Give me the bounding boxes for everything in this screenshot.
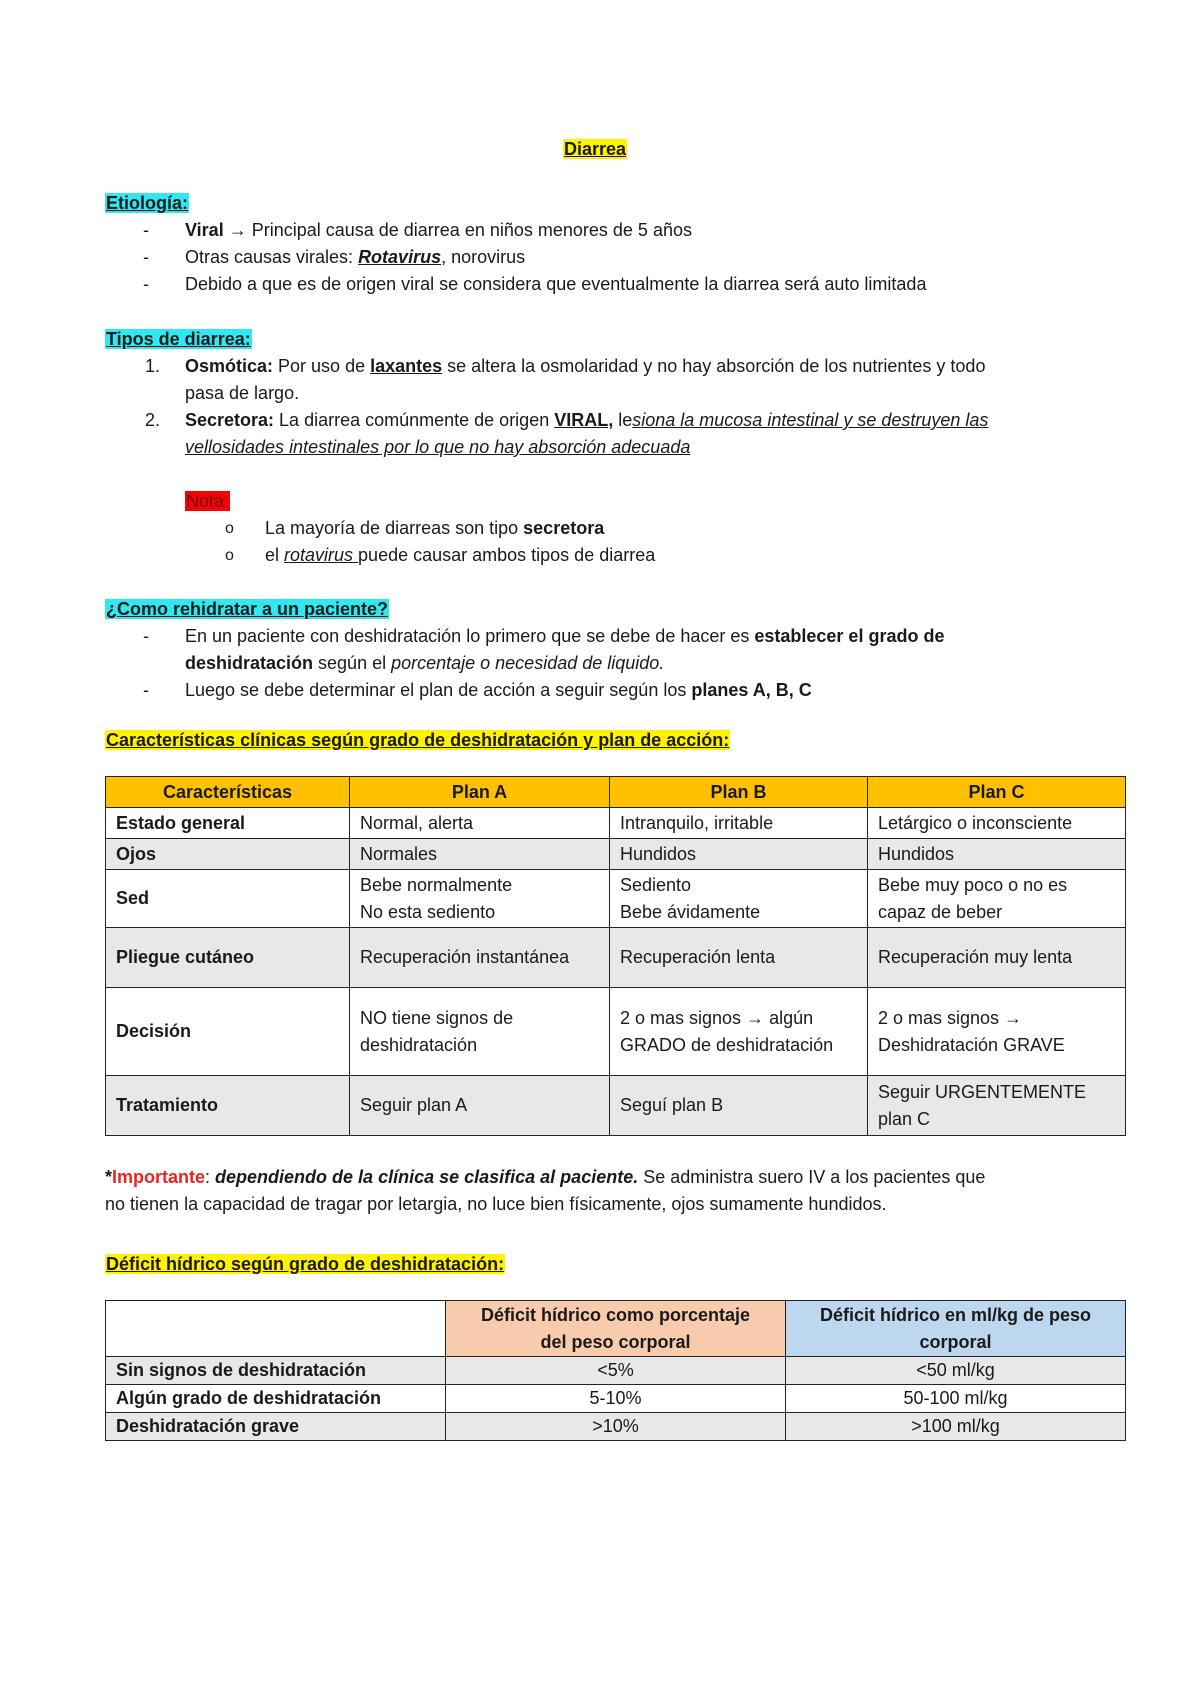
cell-line: Sediento <box>620 874 692 895</box>
table-cell: Normal, alerta <box>350 808 610 839</box>
table-cell: Recuperación instantánea <box>350 928 610 988</box>
list-item <box>105 677 1125 704</box>
header-line: corporal <box>919 1331 992 1352</box>
list-item <box>105 515 1125 542</box>
cell-line: deshidratación <box>360 1034 478 1055</box>
bold-text: establecer el grado de <box>754 626 945 646</box>
item-text: según el <box>313 653 392 673</box>
rehidratar-list <box>105 623 1125 704</box>
table-row <box>106 808 1126 839</box>
column-header: Plan B <box>610 777 868 808</box>
row-label: Deshidratación grave <box>106 1413 446 1441</box>
table-cell: <5% <box>446 1357 786 1385</box>
column-header: Plan C <box>868 777 1126 808</box>
item-text: La mayoría de diarreas son tipo <box>265 518 524 538</box>
asterisk: * <box>105 1167 113 1187</box>
item-text: se altera la osmolaridad y no hay absorción de los nutrientes y todo <box>442 356 986 376</box>
item-text: Luego se debe determinar el plan de acción a seguir según los <box>185 680 692 700</box>
table-cell <box>350 870 610 928</box>
cell-line: Bebe normalmente <box>360 874 513 895</box>
item-text: puede causar ambos tipos de diarrea <box>358 545 656 565</box>
bold-text: Secretora: <box>185 410 275 430</box>
table-row <box>106 1076 1126 1136</box>
list-item <box>105 353 1125 407</box>
cell-line: No esta sediento <box>360 901 496 922</box>
cell-line: GRADO de deshidratación <box>620 1034 834 1055</box>
section-rehidratar <box>105 596 1125 704</box>
heading-caracteristicas: Características clínicas según grado de deshidratación y plan de acción: <box>106 730 730 750</box>
table-row <box>106 870 1126 928</box>
table-cell: >100 ml/kg <box>786 1413 1126 1441</box>
table-row <box>106 1385 1126 1413</box>
row-label: Pliegue cutáneo <box>106 928 350 988</box>
cell-line: 2 o mas signos → algún <box>620 1007 814 1028</box>
list-item <box>105 244 1125 271</box>
item-text: Por uso de <box>273 356 371 376</box>
bold-underline-text: VIRAL, <box>554 410 614 430</box>
nota-label-row <box>105 488 1125 515</box>
cell-line: Bebe muy poco o no es <box>878 874 1068 895</box>
table-cell <box>610 870 868 928</box>
cell-line: Deshidratación GRAVE <box>878 1034 1065 1055</box>
deficit-table <box>105 1300 1126 1441</box>
table-cell: Recuperación muy lenta <box>868 928 1126 988</box>
column-header <box>786 1301 1126 1357</box>
bold-text: Osmótica: <box>185 356 274 376</box>
table-cell: Letárgico o inconsciente <box>868 808 1126 839</box>
table-cell <box>868 870 1126 928</box>
section-deficit <box>105 1251 1125 1278</box>
list-item <box>105 407 1125 461</box>
table-cell: Recuperación lenta <box>610 928 868 988</box>
heading-deficit: Déficit hídrico según grado de deshidratación: <box>106 1254 505 1274</box>
cell-line: Seguir URGENTEMENTE <box>878 1081 1087 1102</box>
column-header: Características <box>106 777 350 808</box>
list-item <box>105 542 1125 569</box>
column-header: Plan A <box>350 777 610 808</box>
table-cell <box>868 988 1126 1076</box>
table-header-row <box>106 777 1126 808</box>
heading-tipos: Tipos de diarrea: <box>106 329 251 349</box>
etiologia-list <box>105 217 1125 298</box>
table-cell: >10% <box>446 1413 786 1441</box>
row-label: Ojos <box>106 839 350 870</box>
table-cell: Intranquilo, irritable <box>610 808 868 839</box>
table-cell: <50 ml/kg <box>786 1357 1126 1385</box>
italic-underline-text: vellosidades intestinales por lo que no hay absorción adecuada <box>185 437 691 457</box>
page-title <box>0 136 1190 163</box>
item-text: La diarrea comúnmente de origen <box>274 410 555 430</box>
bold-text: deshidratación <box>185 653 314 673</box>
importante-label: Importante <box>112 1167 206 1187</box>
item-number: 1. <box>145 356 161 376</box>
section-tipos <box>105 326 1125 569</box>
item-number: 2. <box>145 410 161 430</box>
list-item <box>105 217 1125 244</box>
table-row <box>106 839 1126 870</box>
table-cell: 50-100 ml/kg <box>786 1385 1126 1413</box>
italic-underline-text: siona la mucosa intestinal y se destruyen las <box>632 410 989 430</box>
cell-line: capaz de beber <box>878 901 1003 922</box>
table-cell: Seguir plan A <box>350 1076 610 1136</box>
table-cell: 5-10% <box>446 1385 786 1413</box>
column-header <box>446 1301 786 1357</box>
title-text: Diarrea <box>563 139 627 159</box>
section-caracteristicas <box>105 727 1125 754</box>
table-header-row <box>106 1301 1126 1357</box>
list-item <box>105 271 1125 298</box>
bold-text: secretora <box>523 518 605 538</box>
row-label: Sed <box>106 870 350 928</box>
cell-line: 2 o mas signos → <box>878 1007 1023 1028</box>
table-cell: Hundidos <box>610 839 868 870</box>
heading-etiologia: Etiología: <box>106 193 188 213</box>
italic-text: porcentaje o necesidad de liquido. <box>391 653 665 673</box>
table-cell: Hundidos <box>868 839 1126 870</box>
row-label: Tratamiento <box>106 1076 350 1136</box>
header-line: Déficit hídrico en ml/kg de peso <box>819 1304 1092 1325</box>
item-text: Otras causas virales: <box>185 247 359 267</box>
table-cell <box>350 988 610 1076</box>
item-text: En un paciente con deshidratación lo primero que se debe de hacer es <box>185 626 755 646</box>
table-cell <box>868 1076 1126 1136</box>
cell-line: Bebe ávidamente <box>620 901 761 922</box>
table-row <box>106 928 1126 988</box>
table-row <box>106 1413 1126 1441</box>
emphasis-text: Rotavirus <box>358 247 442 267</box>
table-row <box>106 988 1126 1076</box>
note-text: no tienen la capacidad de tragar por letargia, no luce bien físicamente, ojos sumamente hundidos. <box>105 1194 887 1214</box>
row-label: Sin signos de deshidratación <box>106 1357 446 1385</box>
bold-text: Viral <box>185 220 224 240</box>
note-text: Se administra suero IV a los pacientes que <box>638 1167 986 1187</box>
header-line: del peso corporal <box>540 1331 691 1352</box>
nota-list <box>105 515 1125 569</box>
bold-italic-text: dependiendo de la clínica se clasifica al paciente. <box>215 1167 639 1187</box>
bold-underline-text: laxantes <box>370 356 443 376</box>
tipos-list <box>105 353 1125 461</box>
row-label: Algún grado de deshidratación <box>106 1385 446 1413</box>
list-item <box>105 623 1125 677</box>
italic-underline-text: rotavirus <box>284 545 359 565</box>
item-text: , norovirus <box>441 247 526 267</box>
table-cell: Normales <box>350 839 610 870</box>
column-header <box>106 1301 446 1357</box>
nota-label: Nota: <box>186 491 230 511</box>
item-text: el <box>265 545 285 565</box>
item-text: pasa de largo. <box>185 383 300 403</box>
header-line: Déficit hídrico como porcentaje <box>480 1304 751 1325</box>
cell-line: plan C <box>878 1108 931 1129</box>
item-text: Debido a que es de origen viral se considera que eventualmente la diarrea será auto limitada <box>185 274 927 294</box>
table-row <box>106 1357 1126 1385</box>
cell-line: NO tiene signos de <box>360 1007 514 1028</box>
bold-text: planes A, B, C <box>691 680 812 700</box>
table-cell <box>610 988 868 1076</box>
importante-note <box>105 1164 1125 1218</box>
row-label: Estado general <box>106 808 350 839</box>
item-text: le <box>613 410 633 430</box>
table-cell: Seguí plan B <box>610 1076 868 1136</box>
section-etiologia <box>105 190 1125 298</box>
row-label: Decisión <box>106 988 350 1076</box>
item-text: → Principal causa de diarrea en niños menores de 5 años <box>223 220 692 240</box>
caracteristicas-table <box>105 776 1126 1136</box>
heading-rehidratar: ¿Como rehidratar a un paciente? <box>106 599 389 619</box>
colon: : <box>205 1167 216 1187</box>
